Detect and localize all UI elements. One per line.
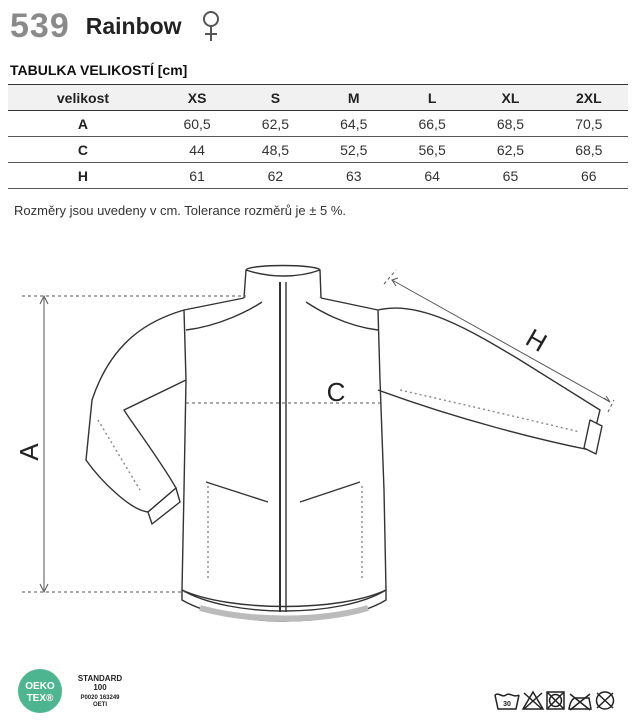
size-column-header: L [427, 89, 437, 106]
care-symbols [494, 689, 626, 711]
product-header [10, 4, 222, 48]
wash-temperature: 30 [503, 701, 511, 708]
standard-block [70, 674, 130, 709]
oeko-text: OEKO [25, 681, 55, 692]
table-cell: 48,5 [261, 141, 290, 158]
table-cell: 64 [424, 167, 440, 184]
tex-text: TEX® [26, 693, 54, 704]
size-header-row [8, 85, 628, 111]
table-cell: 66,5 [418, 115, 446, 132]
table-cell: 63 [345, 167, 362, 184]
institute-label: OETI [92, 702, 107, 709]
table-cell: 68,5 [496, 115, 525, 132]
do-not-dry-clean-icon [597, 692, 614, 709]
table-row [8, 111, 628, 137]
row-label: A [77, 115, 89, 132]
standard-number: 100 [93, 683, 107, 693]
do-not-tumble-dry-icon [547, 692, 564, 709]
jacket-body [182, 298, 386, 607]
table-cell: 68,5 [575, 141, 603, 158]
do-not-bleach-icon [523, 692, 543, 709]
product-code: 539 [10, 6, 70, 45]
label-a: A [14, 443, 44, 461]
tolerance-note: Rozměry jsou uvedeny v cm. Tolerance rozměrů je ± 5 %. [14, 203, 347, 218]
size-table [8, 84, 628, 189]
table-cell: 65 [502, 167, 519, 184]
corner-label: velikost [56, 89, 110, 106]
table-cell: 70,5 [575, 115, 603, 132]
certificate-number: P0020 163249 [80, 695, 120, 702]
table-row [8, 137, 628, 163]
standard-label: STANDARD [77, 674, 123, 683]
label-c: C [326, 377, 346, 407]
row-label: H [77, 167, 89, 184]
size-column-header: 2XL [575, 89, 602, 106]
table-row [8, 163, 628, 189]
do-not-iron-icon [569, 694, 591, 710]
table-cell: 61 [189, 167, 205, 184]
table-cell: 62,5 [496, 141, 525, 158]
size-column-header: S [270, 89, 281, 106]
jacket-measurement-diagram [0, 240, 641, 660]
table-cell: 56,5 [418, 141, 446, 158]
oeko-tex-logo [16, 668, 66, 714]
table-cell: 52,5 [340, 141, 368, 158]
female-symbol-icon [200, 9, 222, 43]
table-cell: 62,5 [261, 115, 290, 132]
table-cell: 60,5 [183, 115, 211, 132]
left-sleeve [86, 310, 186, 512]
product-name: Rainbow [85, 12, 182, 39]
row-label: C [77, 141, 89, 158]
size-column-header: XL [501, 89, 520, 106]
size-column-header: M [347, 89, 360, 106]
table-cell: 64,5 [340, 115, 368, 132]
label-h: H [520, 322, 553, 358]
measure-h-line [392, 280, 610, 402]
size-column-header: XS [187, 89, 207, 106]
table-cell: 44 [189, 141, 205, 158]
table-cell: 62 [267, 167, 284, 184]
size-table-title: TABULKA VELIKOSTÍ [cm] [10, 62, 188, 78]
table-cell: 66 [581, 167, 597, 184]
